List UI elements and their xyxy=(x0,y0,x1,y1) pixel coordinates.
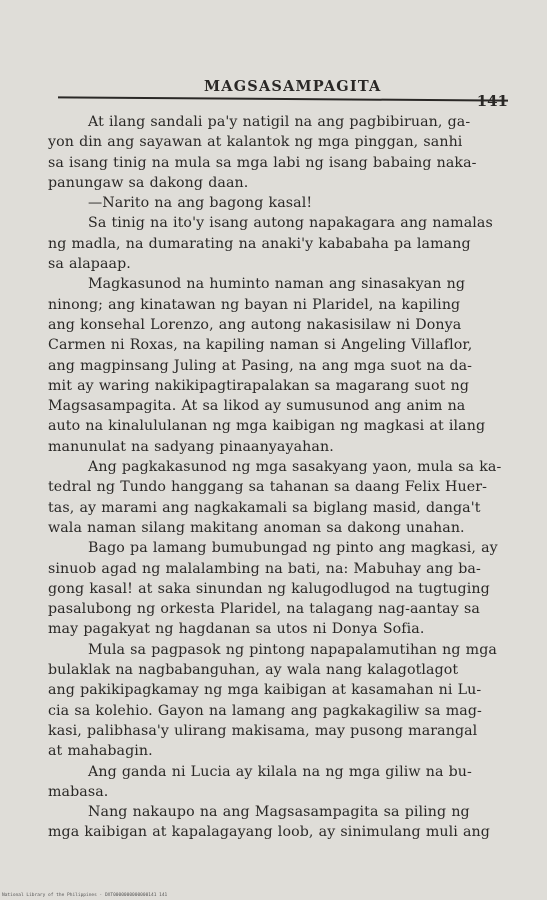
paragraph: Mula sa pagpasok ng pintong napapalamutihan ng mga bulaklak na nagbabanguhan, ay wala nang kalagotlagot ang pakikipagkamay ng mga kaibigan at kasamahan ni Lu- cia sa kolehio. Gayon na lamang ang pagkakagiliw sa mag- kasi, palibhasa'y ulirang makisama, may pusong marangal at mahabagin. xyxy=(48,641,497,760)
paragraph: Nang nakaupo na ang Magsasampagita sa piling ng mga kaibigan at kapalagayang loob, ay sinimulang muli ang xyxy=(48,804,490,841)
paragraph: Ang pagkakasunod ng mga sasakyang yaon, mula sa ka- tedral ng Tundo hanggang sa tahanan sa daang Felix Huer- tas, ay marami ang nagkakamali sa biglang masid, danga't wala naman silang makitang anoman sa dakong unahan. xyxy=(48,459,502,536)
paragraph: Ang ganda ni Lucia ay kilala na ng mga giliw na bu- mabasa. xyxy=(48,763,472,800)
body-text xyxy=(48,112,503,843)
paragraph: At ilang sandali pa'y natigil na ang pagbibiruan, ga- yon din ang sayawan at kalantok ng mga pinggan, sanhi sa isang tinig na mula sa mga labi ng isang babaing naka- panungaw sa dakong daan. xyxy=(48,114,477,191)
running-title: MAGSASAMPAGITA xyxy=(204,78,382,95)
paragraph: Bago pa lamang bumubungad ng pinto ang magkasi, ay sinuob agad ng malalambing na bati, na: Mabuhay ang ba- gong kasal! at saka sinundan ng kalugodlugod na tugtuging pasalubong ng orkesta Plaridel, na talagang nag-aantay sa may pagakyat ng hagdanan sa utos ni Donya Sofia. xyxy=(48,540,498,638)
library-stamp: National Library of the Philippines · DXT0000000000000141 141 xyxy=(2,893,168,898)
paragraph-dialogue: —Narito na ang bagong kasal! xyxy=(88,195,313,212)
paragraph: Magkasunod na huminto naman ang sinasakyan ng ninong; ang kinatawan ng bayan ni Plaridel, na kapiling ang konsehal Lorenzo, ang autong nakasisilaw ni Donya Carmen ni Roxas, na kapiling naman si Angeling Villaflor, ang magpinsang Juling at Pasing, na ang mga suot na da- mit ay waring nakikipagtirapalakan sa magarang suot ng Magsasampagita. At sa likod ay sumusunod ang anim na auto na kinalululanan ng mga kaibigan ng magkasi at ilang manunulat na sadyang pinaanyayahan. xyxy=(48,276,486,455)
paragraph: Sa tinig na ito'y isang autong napakagara ang namalas ng madla, na dumarating na anaki'y kababaha pa lamang sa alapaap. xyxy=(48,215,493,273)
